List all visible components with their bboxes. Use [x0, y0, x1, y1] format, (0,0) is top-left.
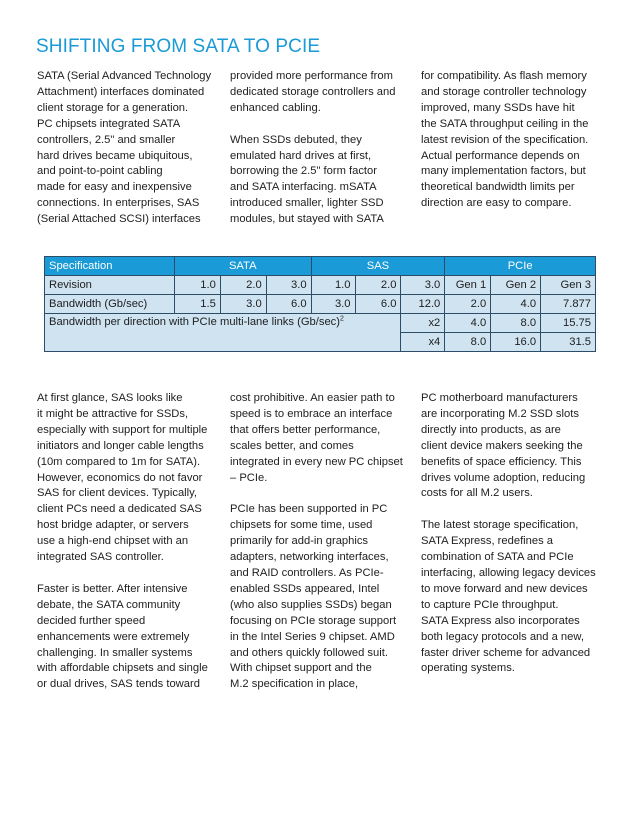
- table-cell: 12.0: [401, 295, 445, 314]
- row-label: Revision: [45, 276, 175, 295]
- lanes-cell: x2: [401, 314, 445, 333]
- table-cell: 4.0: [445, 314, 491, 333]
- intro-column-1: SATA (Serial Advanced Technology Attachment) interfaces dominated client storage for a generation. PC chipsets integrated SATA controllers, 2.5" and smaller hard drives became ubiquitous, and point-to-point cabling made for easy and inexpensive connections. In enterprises, SAS (Serial Attached SCSI) interfaces: [37, 70, 212, 226]
- table-cell: 8.0: [445, 333, 491, 352]
- table-cell: 2.0: [355, 276, 401, 295]
- table-cell: 15.75: [541, 314, 596, 333]
- table-cell: 1.5: [174, 295, 220, 314]
- table-cell: 6.0: [355, 295, 401, 314]
- body-column-3: PC motherboard manufacturers are incorporating M.2 SSD slots directly into products, as are client device makers seeking the benefits of space efficiency. This drives volume adoption, reducing costs for all M.2 users. The latest storage specification, SATA Express, redefines a combination of SATA and PCIe interfacing, allowing legacy devices to move forward and new devices to capture PCIe throughput. SATA Express also incorporates both legacy protocols and a new, faster driver scheme for advanced operating systems.: [421, 392, 596, 675]
- row-label: Bandwidth (Gb/sec): [45, 295, 175, 314]
- multilane-label: [45, 314, 401, 352]
- table-cell: 8.0: [491, 314, 541, 333]
- footnote-marker: 2: [340, 315, 344, 323]
- table-cell: 7.877: [541, 295, 596, 314]
- interface-comparison-table: [44, 256, 596, 352]
- table-cell: Gen 3: [541, 276, 596, 295]
- body-column-2: cost prohibitive. An easier path to speed is to embrace an interface that offers better performance, scales better, and comes integrated in every new PC chipset – PCIe. PCIe has been supported in PC chipsets for some time, used primarily for add-in graphics adapters, networking interfaces, and RAID controllers. As PCIe- enabled SSDs appeared, Intel (who also supplies SSDs) began focusing on PCIe storage support in the Intel Series 9 chipset. AMD and others quickly followed suit. With chipset support and the M.2 specification in place,: [230, 392, 403, 691]
- table-cell: 1.0: [311, 276, 355, 295]
- table-row-bandwidth: [45, 295, 596, 314]
- table-cell: 2.0: [220, 276, 266, 295]
- table-cell: 4.0: [491, 295, 541, 314]
- table-header-row: [45, 257, 596, 276]
- table-row-revision: [45, 276, 596, 295]
- header-sas: SAS: [311, 257, 445, 276]
- multilane-label-text: Bandwidth per direction with PCIe multi-lane links (Gb/sec): [49, 316, 340, 328]
- lanes-cell: x4: [401, 333, 445, 352]
- table-cell: Gen 1: [445, 276, 491, 295]
- table-cell: 1.0: [174, 276, 220, 295]
- header-sata: SATA: [174, 257, 311, 276]
- table-cell: 3.0: [311, 295, 355, 314]
- intro-column-2: provided more performance from dedicated storage controllers and enhanced cabling. When SSDs debuted, they emulated hard drives at first, borrowing the 2.5" form factor and SATA interfacing. mSATA introduced smaller, lighter SSD modules, but stayed with SATA: [230, 70, 396, 226]
- header-specification: Specification: [45, 257, 175, 276]
- table-cell: 2.0: [445, 295, 491, 314]
- table-cell: 3.0: [401, 276, 445, 295]
- table-cell: 16.0: [491, 333, 541, 352]
- table-cell: Gen 2: [491, 276, 541, 295]
- intro-column-3: for compatibility. As flash memory and storage controller technology improved, many SSDs have hit the SATA throughput ceiling in the latest revision of the specification. Actual performance depends on many implementation factors, but theoretical bandwidth limits per direction are easy to compare.: [421, 70, 589, 210]
- table-row-multilane-x2: [45, 314, 596, 333]
- body-column-1: At first glance, SAS looks like it might be attractive for SSDs, especially with support for multiple initiators and longer cable lengths (10m compared to 1m for SATA). However, economics do not favor SAS for client devices. Typically, client PCs need a dedicated SAS host bridge adapter, or servers use a high-end chipset with an integrated SAS controller. Faster is better. After intensive debate, the SATA community decided further speed enhancements were extremely challenging. In smaller systems with affordable chipsets and single or dual drives, SAS tends toward: [37, 392, 208, 691]
- header-pcie: PCIe: [445, 257, 596, 276]
- table-cell: 6.0: [266, 295, 311, 314]
- table-cell: 31.5: [541, 333, 596, 352]
- table-cell: 3.0: [266, 276, 311, 295]
- page-title: SHIFTING FROM SATA TO PCIE: [36, 36, 321, 57]
- table-cell: 3.0: [220, 295, 266, 314]
